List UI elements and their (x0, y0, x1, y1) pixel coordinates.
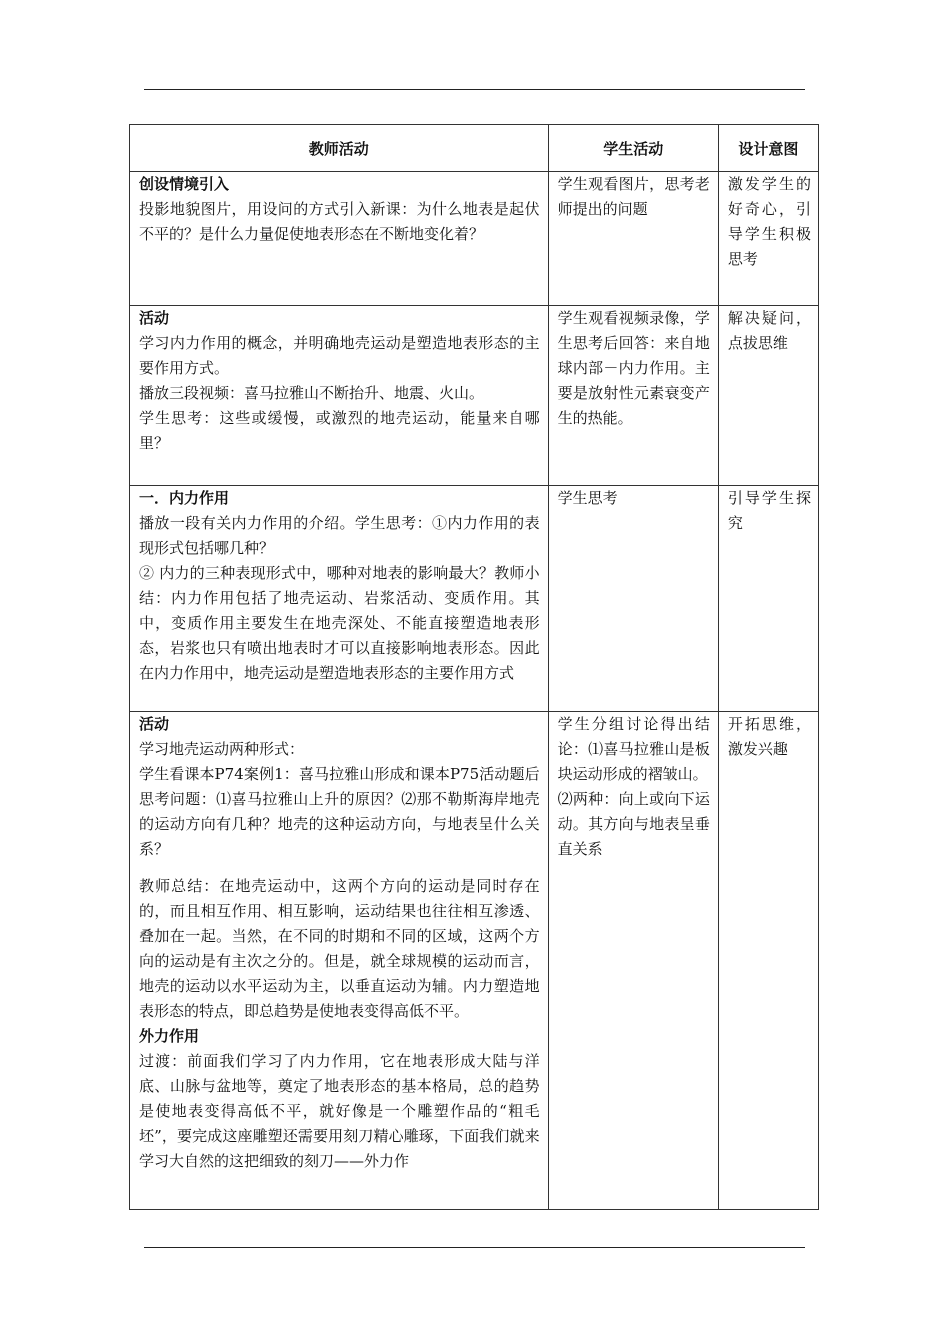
intent-cell (718, 306, 818, 486)
student-text: 学生思考 (557, 489, 618, 507)
student-text: 学生观看视频录像，学生思考后回答：来自地球内部－内力作用。主要是放射性元素衰变产生的热能。 (557, 309, 710, 427)
section-title: 外力作用 (139, 1027, 200, 1045)
intent-text: 引导学生探究 (727, 489, 811, 532)
footer-rule (144, 1247, 805, 1248)
table-row (130, 172, 819, 306)
table-row (130, 486, 819, 712)
teacher-cell (130, 712, 549, 1210)
lesson-plan-table (129, 124, 819, 1210)
student-text: ⑵两种：向上或向下运动。其方向与地表呈垂直关系 (557, 790, 710, 858)
header-student-activity: 学生活动 (548, 125, 718, 172)
teacher-text: 学习地壳运动两种形式： (139, 740, 305, 758)
student-cell (548, 172, 718, 306)
row-title: 创设情境引入 (139, 175, 230, 193)
intent-text: 解决疑问，点拔思维 (727, 309, 811, 352)
student-cell (548, 712, 718, 1210)
header-teacher-activity: 教师活动 (130, 125, 549, 172)
intent-cell (718, 712, 818, 1210)
teacher-summary: 教师总结：在地壳运动中，这两个方向的运动是同时存在的，而且相互作用、相互影响，运动结果也往往相互渗透、叠加在一起。当然，在不同的时期和不同的区域，这两个方向的运动是有主次之分的。但是，就全球规模的运动而言，地壳的运动以水平运动为主，以垂直运动为辅。内力塑造地表形态的特点，即总趋势是使地表变得高低不平。 (139, 877, 540, 1020)
student-text: 学生观看图片，思考老师提出的问题 (557, 175, 710, 218)
header-rule (144, 89, 805, 90)
intent-cell (718, 486, 818, 712)
teacher-text: 投影地貌图片，用设问的方式引入新课：为什么地表是起伏不平的？是什么力量促使地表形态在不断地变化着？ (139, 200, 540, 243)
intent-text: 激发学生的好奇心，引导学生积极思考 (727, 175, 811, 268)
table-header-row (130, 125, 819, 172)
teacher-cell (130, 486, 549, 712)
table-row (130, 712, 819, 1210)
row-title: 活动 (139, 715, 170, 733)
teacher-text: 学生看课本P74案例1：喜马拉雅山形成和课本P75活动题后思考问题：⑴喜马拉雅山上升的原因？⑵那不勒斯海岸地壳的运动方向有几种？地壳的这种运动方向，与地表呈什么关系？ (139, 765, 540, 858)
header-design-intent: 设计意图 (718, 125, 818, 172)
teacher-text: 播放一段有关内力作用的介绍。学生思考：①内力作用的表现形式包括哪几种？ (139, 514, 540, 557)
teacher-cell (130, 306, 549, 486)
intent-cell (718, 172, 818, 306)
row-title: 一．内力作用 (139, 489, 230, 507)
student-text: 学生分组讨论得出结论：⑴喜马拉雅山是板块运动形成的褶皱山。 (557, 715, 710, 783)
row-title: 活动 (139, 309, 170, 327)
table-row (130, 306, 819, 486)
student-cell (548, 486, 718, 712)
student-cell (548, 306, 718, 486)
teacher-text: 播放三段视频：喜马拉雅山不断抬升、地震、火山。 (139, 384, 485, 402)
intent-text: 开拓思维，激发兴趣 (727, 715, 811, 758)
teacher-text: ② 内力的三种表现形式中，哪种对地表的影响最大？教师小结：内力作用包括了地壳运动、岩浆活动、变质作用。其中，变质作用主要发生在地壳深处、不能直接塑造地表形态，岩浆也只有喷出地表时才可以直接影响地表形态。因此在内力作用中，地壳运动是塑造地表形态的主要作用方式 (139, 564, 540, 682)
teacher-text: 学习内力作用的概念，并明确地壳运动是塑造地表形态的主要作用方式。 (139, 334, 540, 377)
teacher-transition: 过渡：前面我们学习了内力作用，它在地表形成大陆与洋底、山脉与盆地等，奠定了地表形态的基本格局，总的趋势是使地表变得高低不平，就好像是一个雕塑作品的“粗毛坯”，要完成这座雕塑还需要用刻刀精心雕琢，下面我们就来学习大自然的这把细致的刻刀——外力作 (139, 1052, 540, 1170)
teacher-text: 学生思考：这些或缓慢，或激烈的地壳运动，能量来自哪里？ (139, 409, 540, 452)
teacher-cell (130, 172, 549, 306)
